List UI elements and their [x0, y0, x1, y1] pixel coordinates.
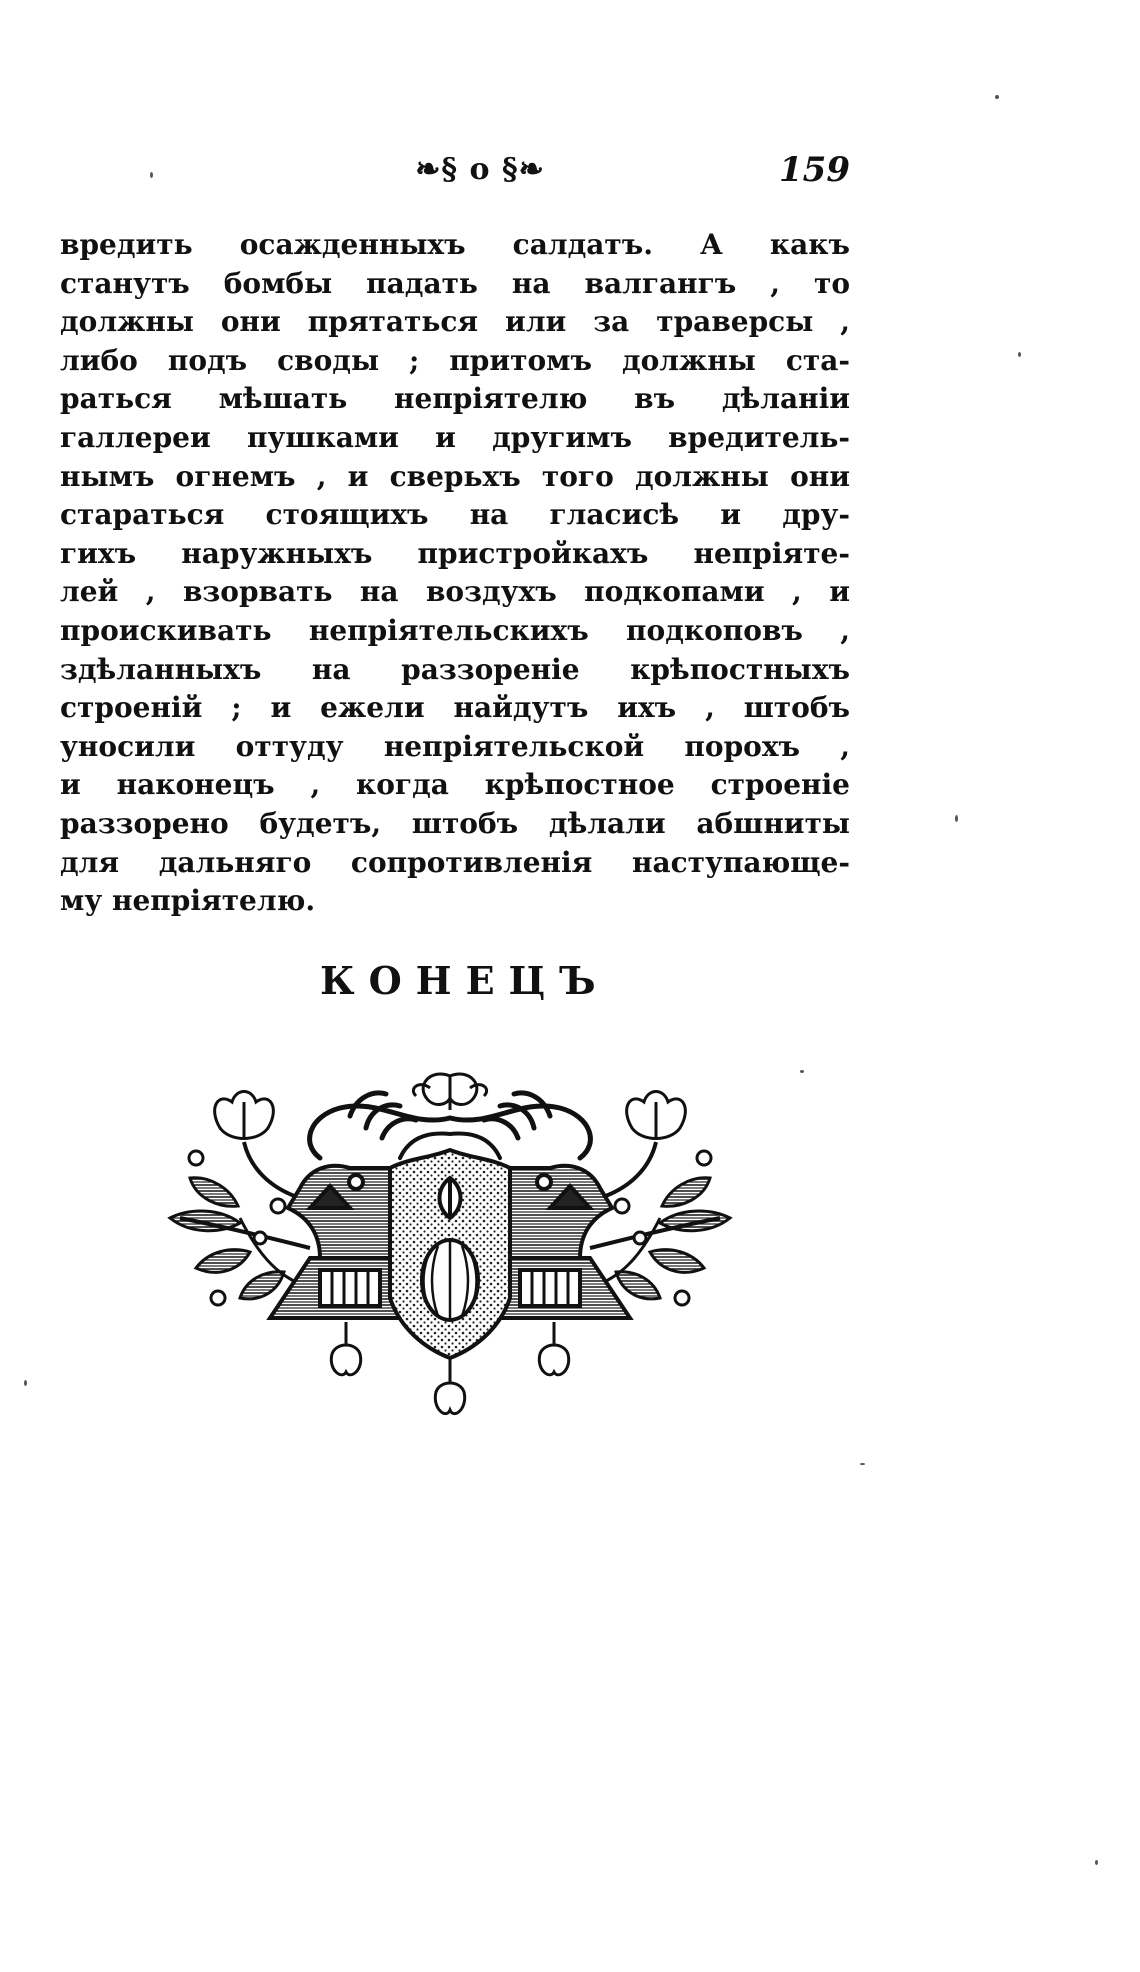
text-line: либо подъ своды ; притомъ должны ста-	[60, 343, 850, 377]
scan-speck	[150, 172, 153, 178]
text-line-last: му непріятелю.	[60, 884, 316, 918]
scan-speck	[955, 815, 958, 822]
text-line: стараться стоящихъ на гласисѣ и дру-	[60, 498, 850, 532]
text-line: и наконецъ , когда крѣпостное строеніе	[60, 768, 850, 802]
text-line: уносили оттуду непріятельской порохъ ,	[60, 729, 850, 763]
finis-heading: КОНЕЦЪ	[320, 958, 610, 1003]
text-line: должны они прятаться или за траверсы ,	[60, 305, 850, 339]
text-line: для дальняго сопротивленія наступающе-	[60, 845, 850, 879]
text-line: здѣланныхъ на раззореніе крѣпостныхъ	[60, 652, 850, 686]
scan-speck	[1018, 352, 1021, 357]
body-text	[60, 226, 850, 921]
scan-speck	[800, 1070, 804, 1073]
text-line: гихъ наружныхъ пристройкахъ непріяте-	[60, 536, 850, 570]
text-line: раться мѣшать непріятелю въ дѣланіи	[60, 382, 850, 416]
text-line: галлереи пушками и другимъ вредитель-	[60, 420, 850, 454]
text-line: строеній ; и ежели найдутъ ихъ , штобъ	[60, 691, 850, 725]
text-line: раззорено будетъ, штобъ дѣлали абшниты	[60, 806, 850, 840]
header-ornament: ❧§ o §❧	[415, 152, 545, 187]
floral-tailpiece-ornament-icon	[160, 1058, 740, 1438]
text-line: станутъ бомбы падать на валгангъ , то	[60, 266, 850, 300]
scan-speck	[24, 1380, 27, 1386]
running-header	[60, 148, 850, 198]
scan-speck	[1095, 1860, 1098, 1865]
text-line: лей , взорвать на воздухъ подкопами , и	[60, 575, 850, 609]
scan-speck	[995, 95, 999, 99]
scan-speck	[860, 1463, 865, 1465]
text-line: вредить осажденныхъ салдатъ. А какъ	[60, 228, 850, 261]
text-line: проискивать непріятельскихъ подкоповъ ,	[60, 613, 850, 647]
page-number: 159	[779, 150, 850, 190]
text-line: нымъ огнемъ , и сверьхъ того должны они	[60, 459, 850, 493]
